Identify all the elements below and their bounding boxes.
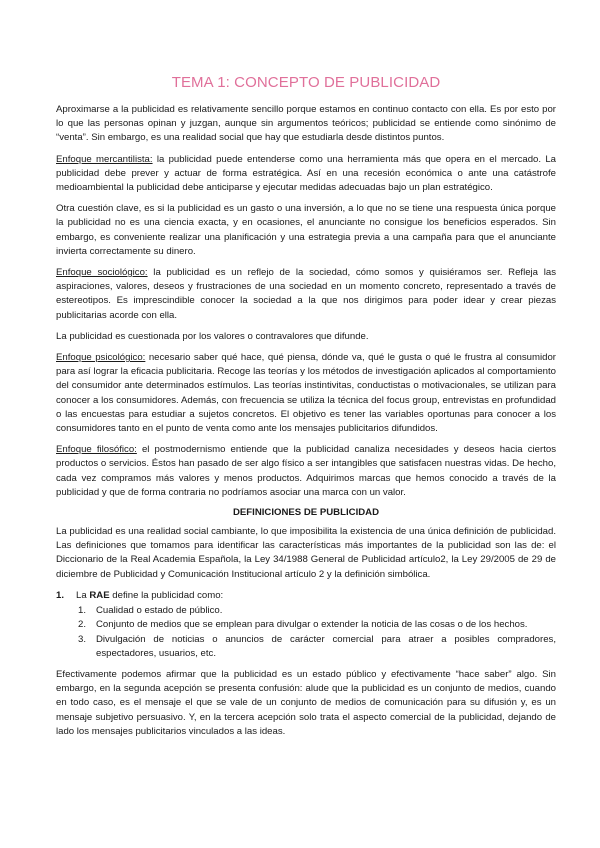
- sociologico-paragraph: [56, 266, 556, 323]
- cuestionada-paragraph: La publicidad es cuestionada por los valores o contravalores que difunde.: [56, 330, 369, 342]
- psicologico-text: necesario saber qué hace, qué piensa, dónde va, qué le gusta o qué le frustra al consumidor para así lograr la eficacia publicitaria. Recoge las teorías y los métodos de investigación aplicados al comportamiento del consumidor ante determinados estímulos. Las teorías instintivitas, conductistas o motivacionales, se utilizan para conocer a los consumidores. Además, con frecuencia se utiliza la técnica del focus group, entrevistas en profundidad o las encuestas para estudiar a sujetos concretos. El objetivo es tener las variables oportunas para conocer a los consumidores tanto en el punto de venta como ante los mensajes publicitarios difundidos.: [56, 352, 556, 435]
- intro-paragraph: Aproximarse a la publicidad es relativamente sencillo porque estamos en continuo contacto con ella. Es por esto por lo que las personas opinan y juzgan, aunque sin argumentos teóricos; publicidad se entiende como sinónimo de “venta”. Sin embargo, es una realidad social que hay que estudiarla desde distintos puntos.: [56, 104, 556, 144]
- list-item-text: Divulgación de noticias o anuncios de carácter comercial para atraer a posibles compradores, espectadores, usuarios, etc.: [96, 633, 556, 659]
- sociologico-label: Enfoque sociológico:: [56, 267, 148, 279]
- definiciones-heading: DEFINICIONES DE PUBLICIDAD: [232, 507, 380, 519]
- list-item: [78, 633, 556, 661]
- definiciones-intro-paragraph: La publicidad es una realidad social cambiante, lo que imposibilita la existencia de una única definición de publicidad. Las definiciones que tomamos para identificar las características más importantes de la publicidad son las de: el Diccionario de la Real Academia Española, la Ley 34/1988 General de Publicidad artículo2, la Ley 29/2005 de 29 de diciembre de Publicidad y Comunicación Institucional artículo 2 y la definición simbólica.: [56, 526, 556, 580]
- rae-text: [76, 589, 223, 603]
- mercantilista-label: Enfoque mercantilista:: [56, 153, 153, 165]
- rae-number: 1.: [56, 589, 65, 601]
- list-item-number: 1.: [78, 605, 87, 617]
- rae-post: define la publicidad como:: [109, 589, 224, 601]
- list-item-text: Cualidad o estado de público.: [96, 605, 223, 617]
- rae-pre: La: [76, 589, 90, 601]
- page-title: TEMA 1: CONCEPTO DE PUBLICIDAD: [171, 74, 441, 91]
- list-item-number: 2.: [78, 619, 87, 631]
- psicologico-label: Enfoque psicológico:: [56, 352, 146, 364]
- rae-bold: RAE: [89, 589, 110, 601]
- filosofico-paragraph: [56, 443, 556, 500]
- list-item: [78, 604, 556, 618]
- mercantilista-paragraph: [56, 153, 556, 196]
- psicologico-paragraph: [56, 351, 556, 436]
- list-item: [78, 618, 556, 632]
- mercantilista-text: la publicidad puede entenderse como una herramienta más que opera en el mercado. La publicidad debe prever y actuar de forma estratégica. Así en una recesión económica o ante una catástrofe medioambiental la publicidad debe anticiparse y ejecutar medidas adecuadas bajo un plan estratégico.: [56, 153, 556, 194]
- sociologico-text: la publicidad es un reflejo de la sociedad, cómo somos y quisiéramos ser. Refleja las aspiraciones, valores, deseos y frustraciones de una sociedad en un momento concreto, representado a través de estereotipos. Es imprescindible conocer la sociedad a la que nos dirigimos para poder idear y crear piezas publicitarias acorde con ella.: [56, 267, 556, 321]
- efectivamente-paragraph: Efectivamente podemos afirmar que la publicidad es un estado público y efectivamente “hace saber” algo. Sin embargo, en la segunda acepción se presenta confusión: alude que la publicidad es un conjunto de medios, cuando en todo caso, es el mensaje el que se vale de un conjunto de medios de comunicación para su difusión y, es un mensaje subjetivo persuasivo. Y, en la tercera acepción solo trata el aspecto comercial de la publicidad, dejando de lado los mensajes publicitarios vinculados a las ideas.: [56, 668, 556, 737]
- list-item-text: Conjunto de medios que se emplean para divulgar o extender la noticia de las cosas o de los hechos.: [96, 619, 528, 631]
- filosofico-label: Enfoque filosófico:: [56, 444, 137, 456]
- filosofico-text: el postmodernismo entiende que la publicidad canaliza necesidades y deseos hacia ciertos productos o servicios. Éstos han pasado de ser algo físico a ser intangibles que satisfacen nuestras vidas. De hecho, cada vez compramos más valores y menos productos. Adquirimos marcas que hemos conocido a través de la publicidad y que de forma contraria no podríamos asociar una marca con un valor.: [56, 444, 556, 498]
- gasto-paragraph: Otra cuestión clave, es si la publicidad es un gasto o una inversión, a lo que no se tiene una respuesta única porque la publicidad no es una ciencia exacta, y en ocasiones, el anunciante no consigue los beneficios esperados. Sin embargo, es conveniente realizar una planificación y una estrategia previa a una campaña para que el anunciante invierta correctamente su dinero.: [56, 203, 556, 257]
- rae-item: [56, 589, 556, 603]
- list-item-number: 3.: [78, 633, 87, 645]
- rae-definitions-list: [56, 604, 556, 661]
